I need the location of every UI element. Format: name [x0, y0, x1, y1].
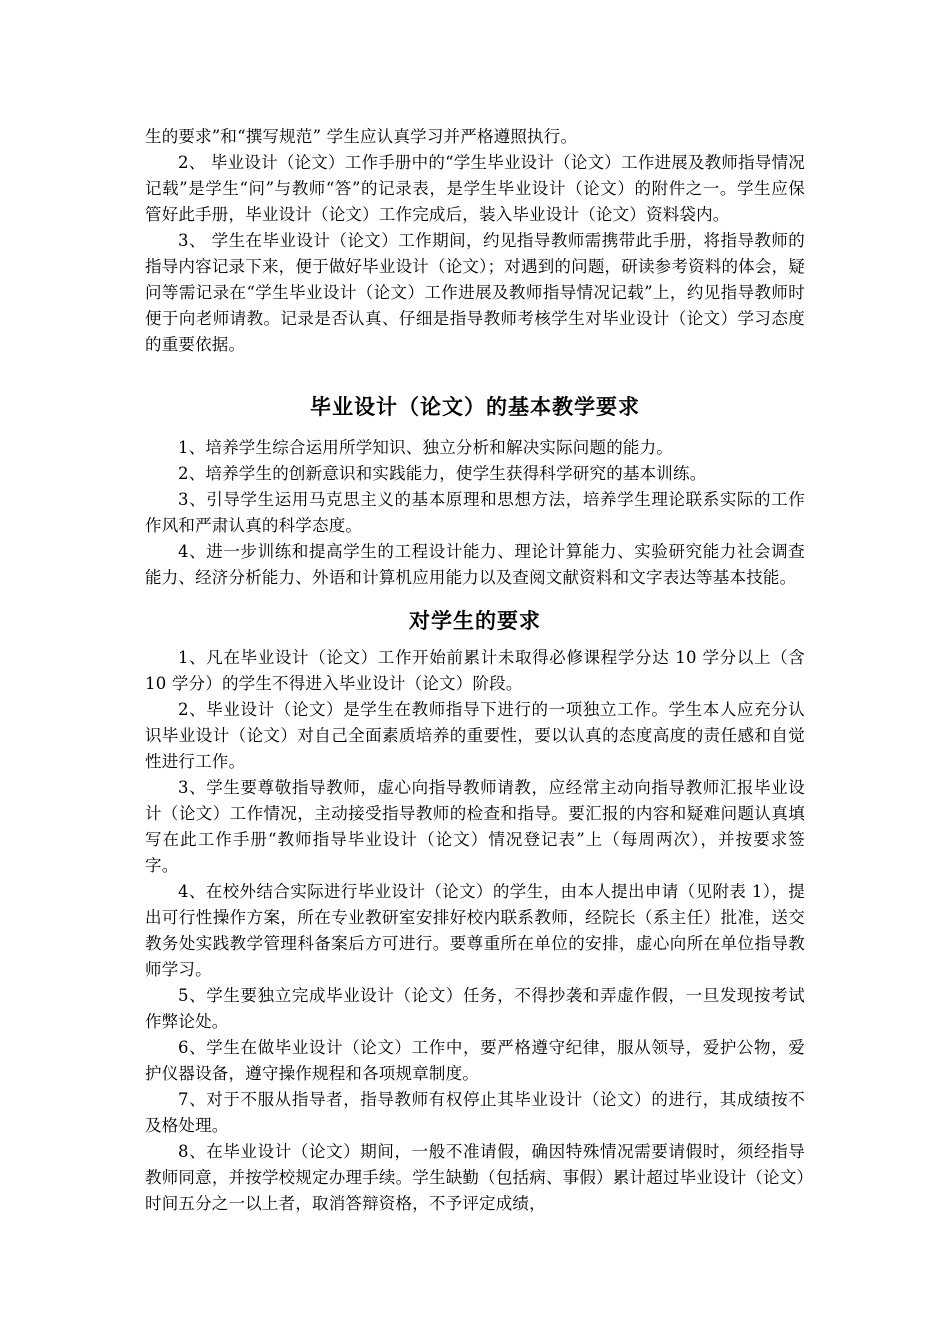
requirement-item: 3、引导学生运用马克思主义的基本原理和思想方法，培养学生理论联系实际的工作作风和严肃认真的科学态度。 [145, 490, 805, 535]
intro-paragraph: 2、 毕业设计（论文）工作手册中的“学生毕业设计（论文）工作进展及教师指导情况记载”是学生“问”与教师“答”的记录表，是学生毕业设计（论文）的附件之一。学生应保管好此手册，毕业设计（论文）工作完成后，装入毕业设计（论文）资料袋内。 [145, 153, 805, 224]
intro-paragraph: 生的要求”和“撰写规范” 学生应认真学习并严格遵照执行。 [145, 127, 578, 146]
student-rule-item: 3、学生要尊敬指导教师，虚心向指导教师请教，应经常主动向指导教师汇报毕业设计（论文）工作情况，主动接受指导教师的检查和指导。要汇报的内容和疑难问题认真填写在此工作手册“教师指导毕业设计（论文）情况登记表”上（每周两次），并按要求签字。 [145, 778, 805, 875]
intro-paragraph: 3、 学生在毕业设计（论文）工作期间，约见指导教师需携带此手册，将指导教师的指导内容记录下来，便于做好毕业设计（论文）；对遇到的问题，研读参考资料的体会，疑问等需记录在“学生毕业设计（论文）工作进展及教师指导情况记载”上，约见指导教师时便于向老师请教。记录是否认真、仔细是指导教师考核学生对毕业设计（论文）学习态度的重要依据。 [145, 231, 805, 354]
section-title-student-requirements: 对学生的要求 [409, 609, 541, 633]
student-rule-item: 6、学生在做毕业设计（论文）工作中，要严格遵守纪律，服从领导，爱护公物，爱护仪器设备，遵守操作规程和各项规章制度。 [145, 1038, 805, 1083]
requirement-item: 1、培养学生综合运用所学知识、独立分析和解决实际问题的能力。 [178, 438, 673, 457]
student-rule-item: 2、毕业设计（论文）是学生在教师指导下进行的一项独立工作。学生本人应充分认识毕业设计（论文）对自己全面素质培养的重要性，要以认真的态度高度的责任感和自觉性进行工作。 [145, 700, 805, 771]
student-rule-item: 8、在毕业设计（论文）期间，一般不准请假，确因特殊情况需要请假时，须经指导教师同意，并按学校规定办理手续。学生缺勤（包括病、事假）累计超过毕业设计（论文）时间五分之一以上者，取消答辩资格，不予评定成绩， [145, 1142, 805, 1213]
section-title-teaching-requirements: 毕业设计（论文）的基本教学要求 [310, 395, 640, 419]
student-rule-item: 4、在校外结合实际进行毕业设计（论文）的学生，由本人提出申请（见附表 1），提出可行性操作方案，所在专业教研室安排好校内联系教师，经院长（系主任）批准，送交教务处实践教学管理科备案后方可进行。要尊重所在单位的安排，虚心向所在单位指导教师学习。 [145, 882, 805, 979]
student-rule-item: 1、凡在毕业设计（论文）工作开始前累计未取得必修课程学分达 10 学分以上（含 10 学分）的学生不得进入毕业设计（论文）阶段。 [145, 648, 805, 693]
requirement-item: 2、培养学生的创新意识和实践能力，使学生获得科学研究的基本训练。 [178, 464, 707, 483]
student-rule-item: 5、学生要独立完成毕业设计（论文）任务，不得抄袭和弄虚作假，一旦发现按考试作弊论处。 [145, 986, 805, 1031]
requirement-item: 4、进一步训练和提高学生的工程设计能力、理论计算能力、实验研究能力社会调查能力、经济分析能力、外语和计算机应用能力以及查阅文献资料和文字表达等基本技能。 [145, 542, 805, 587]
student-rule-item: 7、对于不服从指导者，指导教师有权停止其毕业设计（论文）的进行，其成绩按不及格处理。 [145, 1090, 805, 1135]
document-page [145, 124, 805, 1217]
